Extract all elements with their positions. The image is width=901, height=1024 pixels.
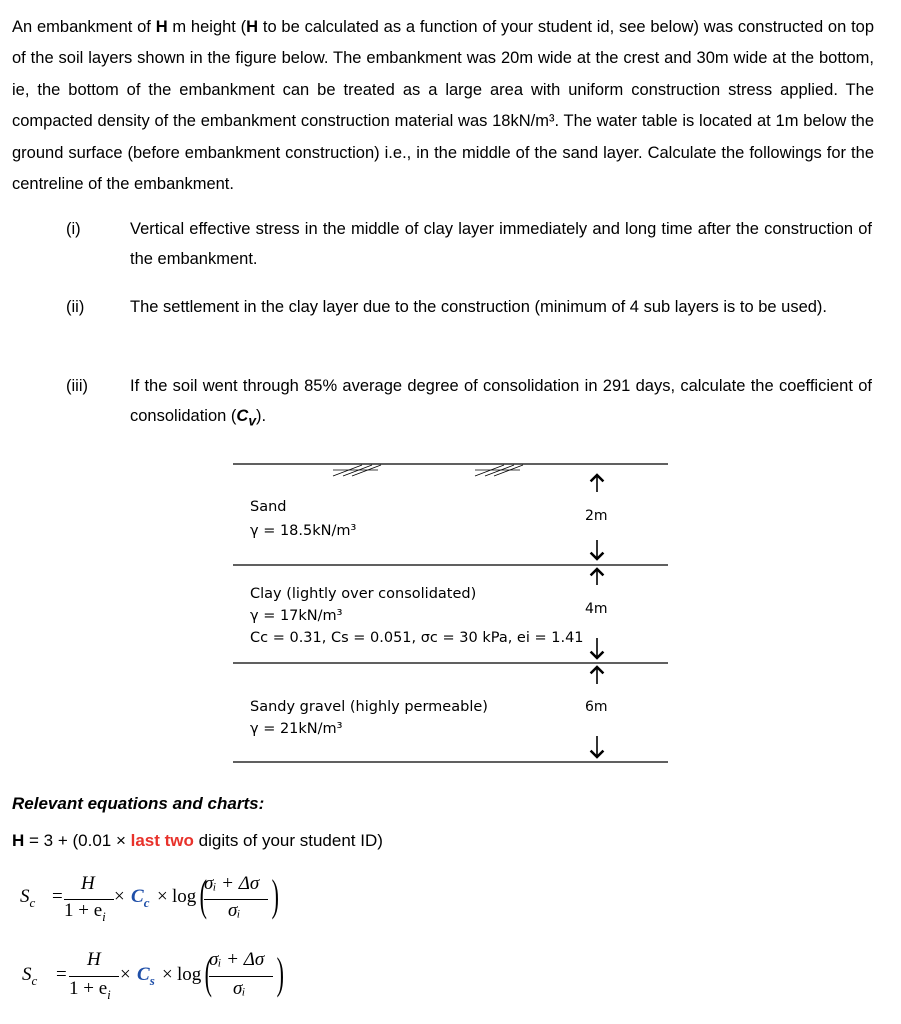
equation-recompression (0, 938, 400, 1008)
clay-layer-label (250, 583, 584, 649)
question-number: (ii) (66, 298, 85, 316)
sand-thickness: 2m (585, 508, 608, 524)
eq1-paren-left: ( (199, 871, 207, 920)
equation-primary-compression (0, 860, 400, 930)
equations-heading: Relevant equations and charts: (12, 794, 265, 813)
intro-text-3: to be calculated as a function of your student id, see below) was constructed on top of the soil layers shown in the figure below. The embankment was 20m wide at the crest and 30m wide at the bottom, ie, the bottom of the embankment can be treated as a large area with uniform construction stress applied. The compacted density of the embankment construction material was 18kN/m³. The water table is located at 1m below the ground surface (before embankment construction) i.e., in the middle of the sand layer. Calculate the followings for the centreline of the embankment. (12, 18, 875, 194)
cv-subscript: v (248, 413, 256, 429)
eq2-denominator: $1 + e_i$ (69, 978, 111, 1002)
question-text: Vertical effective stress in the middle of clay layer immediately and long time after the construction of the embankment. (130, 220, 872, 268)
eq2-log: log (177, 964, 202, 985)
question-number: (i) (66, 220, 81, 238)
gravel-thickness: 6m (585, 699, 608, 715)
eq2-paren-left: ( (204, 949, 212, 998)
clay-thickness: 4m (585, 601, 608, 617)
eq2-numerator: H (87, 949, 101, 970)
ground-hatch-left (333, 465, 381, 476)
eq2-inner-fraction-bar (209, 976, 273, 977)
eq2-times-2: × (162, 964, 173, 985)
gravel-name: Sandy gravel (highly permeable) (250, 699, 488, 715)
eq1-coefficient: $C_c$ (131, 886, 150, 910)
question-text: The settlement in the clay layer due to the construction (minimum of 4 sub layers is to be used). (130, 298, 827, 316)
eq2-fraction-bar (69, 976, 119, 977)
eq1-numerator: H (81, 873, 95, 894)
gravel-unit-weight: γ = 21kN/m³ (250, 721, 343, 737)
h-formula-highlight: last two (130, 831, 194, 850)
sand-layer-label (250, 496, 356, 542)
h-formula-text-2: digits of your student ID) (193, 831, 383, 850)
eq2-equals: = (56, 964, 67, 985)
eq1-times-2: × (157, 886, 168, 907)
clay-unit-weight: γ = 17kN/m³ (250, 608, 343, 624)
intro-h-symbol-1: H (155, 18, 168, 36)
eq1-lhs: $S_c$ (20, 886, 36, 910)
eq1-denominator: $1 + e_i$ (64, 900, 106, 924)
eq2-coefficient: $C_s$ (137, 964, 155, 988)
cv-symbol: C (236, 407, 249, 425)
eq2-times-1: × (120, 964, 131, 985)
h-symbol: H (12, 831, 25, 850)
intro-text-2: m height ( (167, 18, 247, 36)
eq1-equals: = (52, 886, 63, 907)
ground-hatch-right (475, 465, 523, 476)
h-formula-text-1: = 3 + (0.01 × (24, 831, 131, 850)
eq2-inner-numerator: σᵢ + Δσ (209, 949, 265, 970)
question-text-a: If the soil went through 85% average degree of consolidation in 291 days, calculate the coefficient of consolidation ( (130, 377, 872, 425)
eq2-lhs: $S_c$ (22, 964, 38, 988)
clay-parameters: Cc = 0.31, Cs = 0.051, σc = 30 kPa, ei = 1.41 (250, 630, 584, 646)
eq1-inner-denominator: σᵢ (228, 900, 241, 921)
eq1-times-1: × (114, 886, 125, 907)
eq1-inner-numerator: σᵢ + Δσ (204, 873, 260, 894)
gravel-layer-label (250, 696, 488, 740)
intro-h-symbol-2: H (246, 18, 259, 36)
h-formula (12, 831, 383, 851)
question-text-b: ). (255, 407, 267, 425)
intro-text-1: An embankment of (12, 18, 156, 36)
sand-unit-weight: γ = 18.5kN/m³ (250, 523, 357, 539)
question-number: (iii) (66, 377, 88, 395)
eq2-inner-denominator: σᵢ (233, 978, 246, 999)
eq2-paren-right: ) (276, 949, 284, 998)
eq1-log: log (172, 886, 197, 907)
eq1-paren-right: ) (271, 871, 279, 920)
clay-name: Clay (lightly over consolidated) (250, 586, 477, 602)
sand-name: Sand (250, 499, 287, 515)
